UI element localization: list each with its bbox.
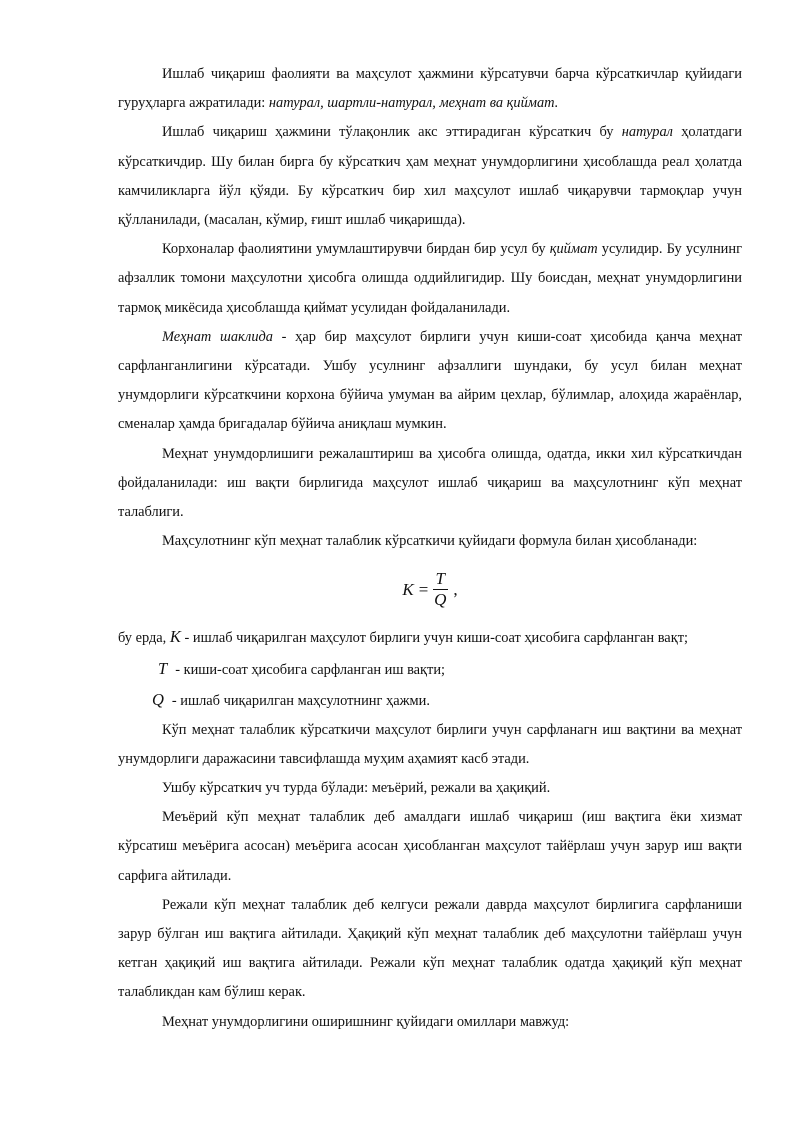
variable-q: Q <box>152 689 164 709</box>
paragraph-text: - ҳар бир маҳсулот бирлиги учун киши-соат ҳисобида қанча меҳнат сарфланганлигини кўрсатади. Ушбу усулнинг афзаллиги шундаки, бу усул билан меҳнат унумдорлиги кўрсаткчини корхона бўйича умуман ва айрим цехлар, бўлимлар, алоҳида жараёнлар, сменалар ҳамда бригадалар бўйича аниқлаш мумкин. <box>118 328 743 433</box>
paragraph-productivity-planning: Меҳнат унумдорлишиги режалаштириш ва ҳисобга олишда, одатда, икки хил кўрсаткичдан фойдаланилади: иш вақти бирлигида маҳсулот ишлаб чиқариш ва маҳсулотнинг кўп меҳнат талаблиги. <box>118 445 742 521</box>
formula-comma: , <box>453 579 458 599</box>
paragraph-indicator-groups <box>118 60 742 118</box>
definition-text: - киши-соат ҳисобига сарфланган иш вақти; <box>175 661 446 678</box>
paragraph-formula-intro: Маҳсулотнинг кўп меҳнат талаблик кўрсаткичи қуйидаги формула билан ҳисобланади: <box>162 533 698 550</box>
formula-equals: = <box>417 579 430 599</box>
variable-k: K <box>169 627 181 647</box>
paragraph-value-method <box>118 235 742 323</box>
variable-t: T <box>158 658 168 678</box>
definition-q <box>118 685 742 716</box>
paragraph-planned-actual: Режали кўп меҳнат талаблик деб келгуси режали даврда маҳсулот бирлигига сарфланиши зарур бўлган иш вақтига айтилади. Ҳақиқий кўп меҳнат талаблик деб маҳсулотни тайёрлаш учун кетган ҳақиқий иш вақтига айтилади. Режали кўп меҳнат талаблик одатда ҳақиқий кўп меҳнат талабликдан кам бўлиш керак. <box>118 896 742 1001</box>
paragraph-text: Ишлаб чиқариш фаолияти ва маҳсулот ҳажмини кўрсатувчи барча кўрсаткичлар қуйидаги гуруҳларга ажратилади: <box>118 66 742 112</box>
paragraph-text: ҳолатдаги кўрсаткичдир. Шу билан бирга бу кўрсаткич ҳам меҳнат унумдорлигини ҳисоблашда реал ҳолатда камчиликларга йўл қўяди. Бу кўрсаткич бир хил маҳсулот ишлаб чиқарувчи тармоқлар учун қўлланилади, (масалан, кўмир, ғишт ишлаб чиқаришда). <box>118 124 742 229</box>
formula-lhs: K <box>402 579 414 599</box>
paragraph-indicator-importance: Кўп меҳнат талаблик кўрсаткичи маҳсулот бирлиги учун сарфланагн иш вақтини ва меҳнат унумдорлиги даражасини тавсифлашда муҳим аҳамият касб этади. <box>118 721 742 767</box>
paragraph-natural-indicator <box>118 118 742 235</box>
definition-text: - ишлаб чиқарилган маҳсулотнинг ҳажми. <box>171 692 430 709</box>
paragraph-normative: Меъёрий кўп меҳнат талаблик деб амалдаги ишлаб чиқариш (иш вақтига ёки хизмат кўрсатиш меъёрига асосан) меъёрига асосан ҳисобланган маҳсулот тайёрлаш учун зарур иш вақти сарфига айтилади. <box>118 809 742 884</box>
emphasis-text: қиймат <box>549 241 598 258</box>
paragraph-text: Ишлаб чиқариш ҳажмини тўлақонлик акс эттирадиган кўрсаткич бу <box>162 124 622 141</box>
paragraph-text: - ишлаб чиқарилган маҳсулот бирлиги учун киши-соат ҳисобига сарфланган вақт; <box>180 630 688 647</box>
emphasis-text: Меҳнат шаклида <box>162 328 273 345</box>
paragraph-labor-form <box>118 323 742 440</box>
paragraph-factors: Меҳнат унумдорлигини оширишнинг қуйидаги омиллари мавжуд: <box>162 1013 570 1030</box>
paragraph-text: Корхоналар фаолиятини умумлаштирувчи бирдан бир усул бу <box>162 241 550 258</box>
emphasis-text: натурал <box>621 124 673 141</box>
paragraph-text: бу ерда, <box>118 630 170 647</box>
paragraph-three-types: Ушбу кўрсаткич уч турда бўлади: меъёрий, режали ва ҳақиқий. <box>162 780 551 797</box>
definition-t <box>118 654 742 685</box>
emphasis-text: натурал, шартли-натурал, меҳнат ва қиймат. <box>268 95 559 112</box>
labor-intensity-formula <box>118 556 742 622</box>
formula-denominator: Q <box>434 589 447 609</box>
paragraph-text: усулидир. Бу усулнинг афзаллик томони маҳсулотни ҳисобга олишда оддийлигидир. Шу боисдан, меҳнат унумдорлигини тармоқ микёсида ҳисоблашда қиймат усулидан фойдаланилади. <box>118 241 742 316</box>
formula-numerator: T <box>433 569 448 590</box>
paragraph-where-k <box>118 622 742 653</box>
formula-fraction <box>431 569 449 609</box>
